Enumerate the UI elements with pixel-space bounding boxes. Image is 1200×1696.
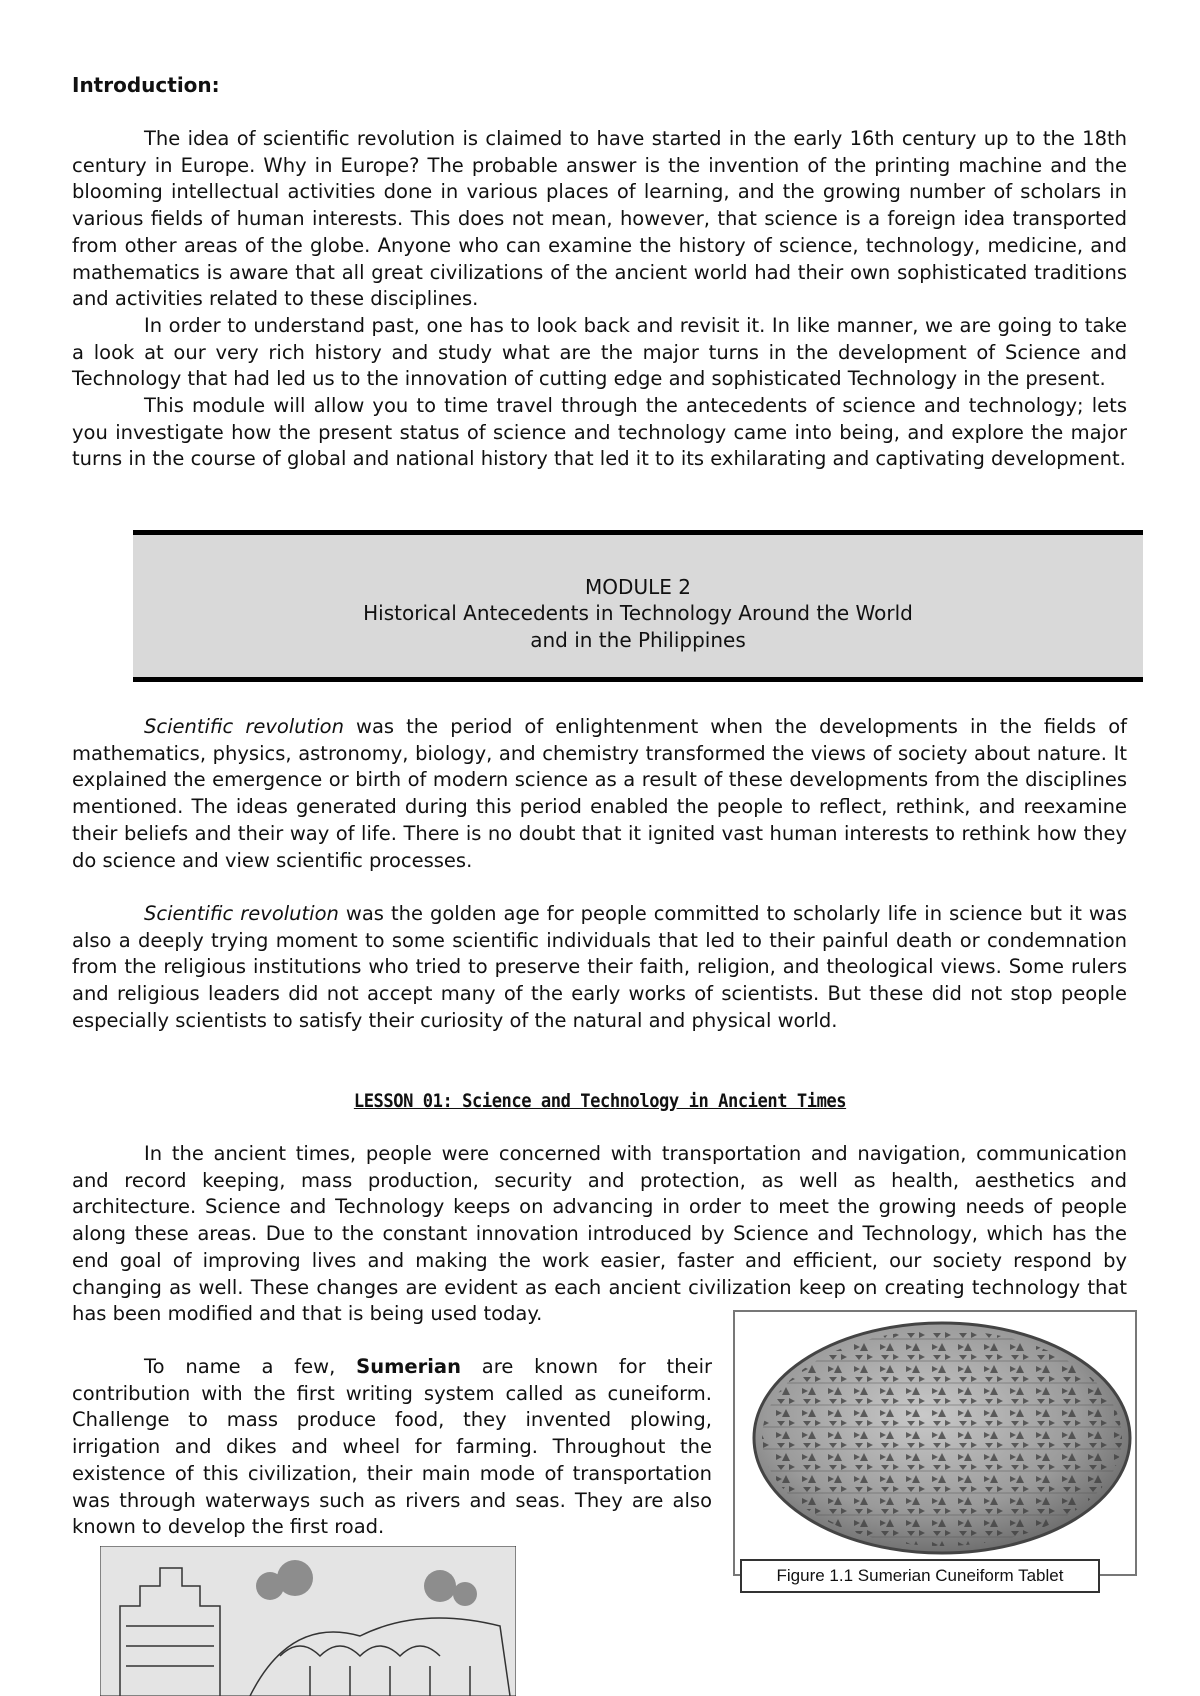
revolution-paragraph-1 xyxy=(72,714,1127,874)
module-title-line-1: Historical Antecedents in Technology Around the World xyxy=(363,601,913,625)
revolution-term-1: Scientific revolution xyxy=(144,715,344,738)
lesson-paragraph-1: In the ancient times, people were concerned with transportation and navigation, communication and record keeping, mass production, security and protection, as well as health, aesthetics and architecture. Science and Technology keeps on advancing in order to meet the growing needs of people along these areas. Due to the constant innovation introduced by Science and Technology, which has the end goal of improving lives and making the work easier, faster and efficient, our society respond by changing as well. These changes are evident as each ancient civilization keep on creating technology that has been modified and that is being used today. xyxy=(72,1142,1127,1326)
intro-paragraph-2: In order to understand past, one has to look back and revisit it. In like manner, we are going to take a look at our very rich history and study what are the major turns in the development of Science and Technology that had led us to the innovation of cutting edge and sophisticated Technology in the present. xyxy=(72,313,1127,391)
lesson-title: LESSON 01: Science and Technology in Ancient Times xyxy=(353,1090,847,1112)
sumerian-description: are known for their contribution with the first writing system called as cuneiform. Challenge to mass produce food, they invented plowing, irrigation and dikes and wheel for farming. Throughout the existence of this civilization, their main mode of transportation was through waterways such as rivers and seas. They are also known to develop the first road. xyxy=(72,1355,712,1539)
figure-caption: Figure 1.1 Sumerian Cuneiform Tablet xyxy=(740,1559,1100,1593)
revolution-body xyxy=(72,714,1127,1034)
sumerian-paragraph xyxy=(72,1354,712,1541)
intro-heading: Introduction: xyxy=(72,73,220,97)
module-title-line-2: and in the Philippines xyxy=(530,628,746,652)
intro-body xyxy=(72,126,1127,473)
revolution-text-1: was the period of enlightenment when the developments in the fields of mathematics, physics, astronomy, biology, and chemistry transformed the views of society about nature. It explained the emergence or birth of modern science as a result of these developments from the disciplines mentioned. The ideas generated during this period enabled the people to reflect, rethink, and reexamine their beliefs and their way of life. There is no doubt that it ignited vast human interests to rethink how they do science and view scientific processes. xyxy=(72,715,1127,872)
revolution-paragraph-2 xyxy=(72,901,1127,1035)
module-label: MODULE 2 xyxy=(585,575,691,599)
sumerian-prefix: To name a few, xyxy=(144,1355,357,1378)
sumerian-text xyxy=(72,1354,712,1541)
ancient-city-engraving-image xyxy=(100,1546,516,1696)
revolution-term-2: Scientific revolution xyxy=(144,901,339,925)
cuneiform-tablet-image xyxy=(747,1318,1137,1556)
lesson-body xyxy=(72,1141,1127,1328)
sumerian-name: Sumerian xyxy=(356,1355,461,1378)
revolution-text-2: was the golden age for people committed to scholarly life in science but it was also a deeply trying moment to some scientific individuals that led to their painful death or condemnation from the religious institutions who tried to preserve their faith, religion, and theological views. Some rulers and religious leaders did not accept many of the early works of scientists. But these did not stop people especially scientists to satisfy their curiosity of the natural and physical world. xyxy=(72,901,1127,1032)
intro-paragraph-3: This module will allow you to time travel through the antecedents of science and technology; lets you investigate how the present status of science and technology came into being, and explore the major turns in the course of global and national history that led it to its exhilarating and captivating development. xyxy=(72,394,1127,471)
intro-paragraph-1: The idea of scientific revolution is claimed to have started in the early 16th century up to the 18th century in Europe. Why in Europe? The probable answer is the invention of the printing machine and the blooming intellectual activities done in various places of learning, and the growing number of scholars in various fields of human interests. This does not mean, however, that science is a foreign idea transported from other areas of the globe. Anyone who can examine the history of science, technology, medicine, and mathematics is aware that all great civilizations of the ancient world had their own sophisticated traditions and activities related to these disciplines. xyxy=(72,127,1127,311)
module-title-box xyxy=(133,530,1143,682)
